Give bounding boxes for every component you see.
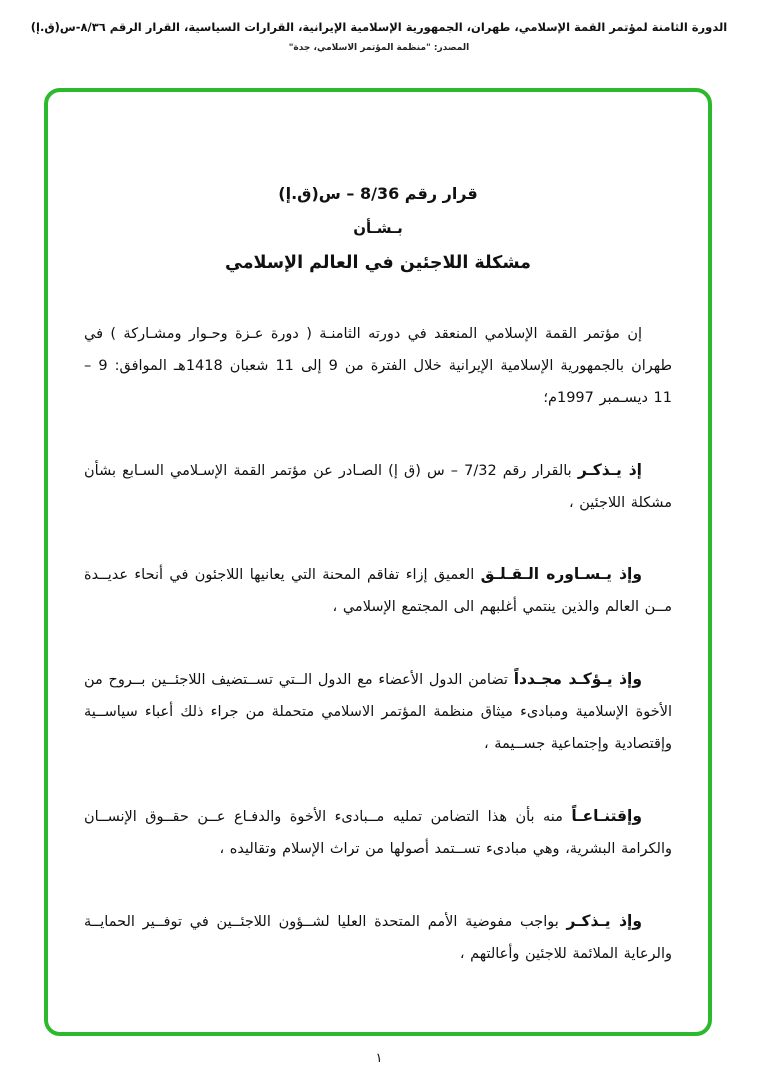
paragraph-lead: وإذ يـؤكـد مجـدداً (513, 670, 642, 689)
page-number: ١ (375, 1051, 383, 1066)
concern-paragraph (84, 557, 672, 624)
regarding-label: بـشـأن (353, 219, 403, 237)
recalling-paragraph (84, 453, 672, 520)
paragraph-text: تضامن الدول الأعضاء مع الدول الــتي تســتضيف اللاجئــين بــروح من الأخوة الإسلامية ومبادىء ميثاق منظمة المؤتمر الاسلامي متحملة من جراء ذلك أعباء سياســية وإقتصادية وإجتماعية جســيمة ، (84, 672, 672, 753)
paragraph-text: إن مؤتمر القمة الإسلامي المنعقد في دورته الثامنـة ( دورة عـزة وحـوار ومشـاركة ) في طهران بالجمهورية الإسلامية الإيرانية خلال الفترة من 9 إلى 11 شعبان 1418هـ الموافق: 9 – 11 ديسـمبر 1997م؛ (84, 326, 672, 406)
paragraph-text: بالقرار رقم 7/32 – س (ق إ) الصـادر عن مؤتمر القمة الإسـلامي السـابع بشأن مشكلة اللاجئين ، (84, 462, 672, 511)
resolution-subject: مشكلة اللاجئين في العالم الإسلامي (225, 253, 531, 273)
document-frame (44, 88, 712, 1036)
paragraph-text: منه بأن هذا التضامن تمليه مــبادىء الأخوة والدفـاع عــن حقــوق الإنســان والكرامة البشرية، وهي مبادىء تســتمد أصولها من تراث الإسلام وتقاليده ، (84, 808, 672, 857)
paragraph-lead: إذ يـذكـر (577, 460, 642, 479)
source-value: "منظمة المؤتمر الاسلامي، جدة" (288, 43, 431, 53)
paragraph-lead: وإذ يـذكـر (566, 911, 642, 930)
citation-source (0, 43, 758, 53)
resolution-number-title: قرار رقم 8/36 – س(ق.إ) (278, 184, 478, 203)
paragraph-text: العميق إزاء تفاقم المحنة التي يعانيها اللاجئون في أنحاء عديــدة مــن العالم والذين ينتمي أغلبهم الى المجتمع الإسلامي ، (84, 567, 672, 616)
paragraph-text: بواجب مفوضية الأمم المتحدة العليا لشــؤون اللاجئــين في توفــير الحمايــة والرعاية الملائمة للاجئين وأعالتهم ، (84, 913, 672, 962)
paragraph-lead: وإقتنـاعـاً (571, 806, 642, 825)
preamble-paragraph (84, 319, 672, 415)
convinced-paragraph (84, 799, 672, 866)
citation-header (0, 0, 758, 53)
reaffirming-paragraph (84, 662, 672, 761)
source-label: المصدر: (433, 43, 470, 53)
unhcr-duty-paragraph (84, 904, 672, 971)
citation-line: الدورة الثامنة لمؤتمر القمة الإسلامي، طهران، الجمهورية الإسلامية الإيرانية، القرارات السياسية، القرار الرقم ٨/٣٦-س(ق.إ) (30, 20, 728, 34)
paragraph-lead: وإذ يـسـاوره الـقـلـق (480, 565, 642, 584)
